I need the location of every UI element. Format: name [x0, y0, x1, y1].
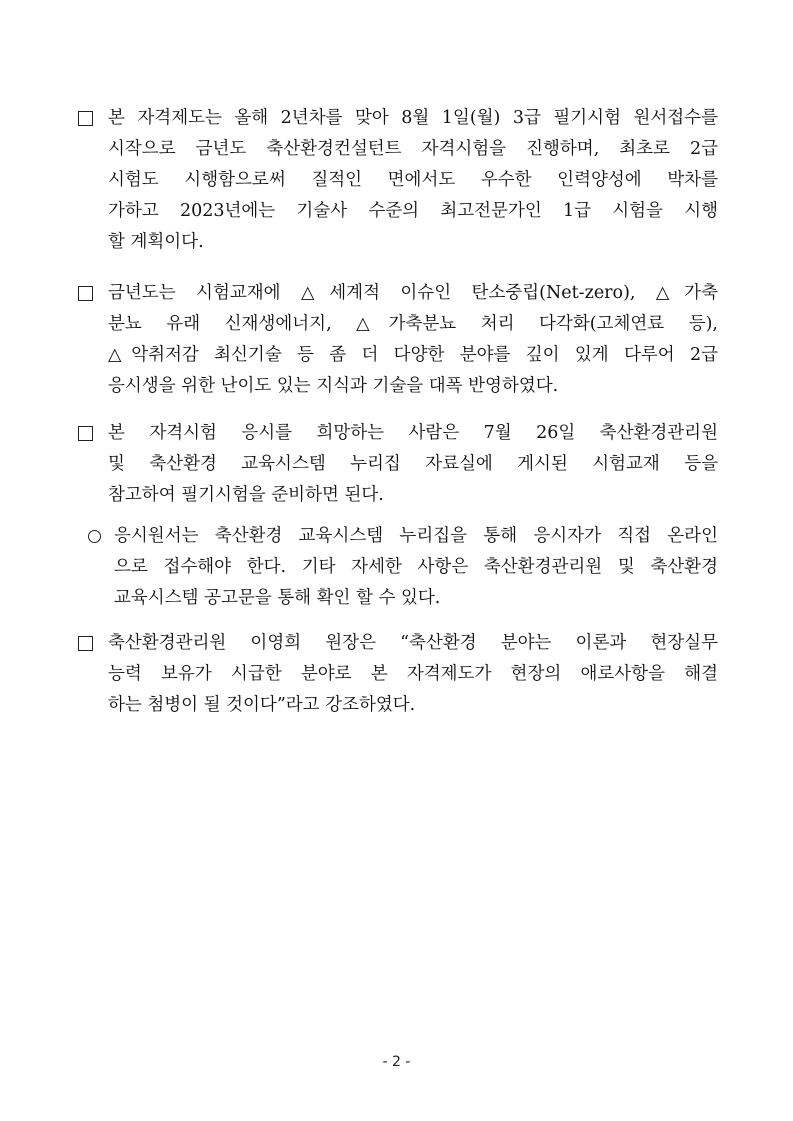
paragraph-line: 하는 첨병이 될 것이다”라고 강조하였다.	[108, 695, 416, 715]
paragraph-2	[78, 278, 718, 402]
paragraph-line: 가하고 2023년에는 기술사 수준의 최고전문가인 1급 시험을 시행	[108, 201, 718, 221]
circle-bullet-icon	[88, 530, 101, 543]
square-bullet-icon	[78, 636, 93, 651]
paragraph-line: 금년도는 시험교재에 △세계적 이슈인 탄소중립(Net-zero), △가축	[108, 283, 718, 303]
paragraph-line: 시작으로 금년도 축산환경컨설턴트 자격시험을 진행하며, 최초로 2급	[108, 139, 718, 159]
paragraph-line: 축산환경관리원 이영희 원장은 “축산환경 분야는 이론과 현장실무	[108, 633, 718, 653]
paragraph-line: 및 축산환경 교육시스템 누리집 자료실에 게시된 시험교재 등을	[108, 454, 718, 474]
sub-item-line: 으로 접수해야 한다. 기타 자세한 사항은 축산환경관리원 및 축산환경	[114, 557, 718, 577]
paragraph-4	[78, 628, 718, 721]
paragraph-line: 응시생을 위한 난이도 있는 지식과 기술을 대폭 반영하였다.	[108, 376, 559, 396]
paragraph-1	[78, 103, 718, 258]
sub-item	[88, 521, 718, 614]
sub-item-line: 응시원서는 축산환경 교육시스템 누리집을 통해 응시자가 직접 온라인	[114, 526, 718, 546]
paragraph-line: 참고하여 필기시험을 준비하면 된다.	[108, 485, 384, 505]
paragraph-line: △악취저감 최신기술 등 좀 더 다양한 분야를 깊이 있게 다루어 2급	[108, 345, 718, 365]
paragraph-line: 본 자격제도는 올해 2년차를 맞아 8월 1일(월) 3급 필기시험 원서접수를	[108, 108, 718, 128]
paragraph-line: 분뇨 유래 신재생에너지, △가축분뇨 처리 다각화(고체연료 등),	[108, 314, 718, 334]
square-bullet-icon	[78, 286, 93, 301]
page-number: - 2 -	[382, 1054, 411, 1070]
paragraph-line: 능력 보유가 시급한 분야로 본 자격제도가 현장의 애로사항을 해결	[108, 664, 718, 684]
square-bullet-icon	[78, 111, 93, 126]
paragraph-line: 시험도 시행함으로써 질적인 면에서도 우수한 인력양성에 박차를	[108, 170, 718, 190]
paragraph-line: 본 자격시험 응시를 희망하는 사람은 7월 26일 축산환경관리원	[108, 423, 718, 443]
square-bullet-icon	[78, 426, 93, 441]
sub-item-line: 교육시스템 공고문을 통해 확인 할 수 있다.	[114, 588, 441, 608]
paragraph-3	[78, 418, 718, 511]
paragraph-line: 할 계획이다.	[108, 232, 204, 252]
